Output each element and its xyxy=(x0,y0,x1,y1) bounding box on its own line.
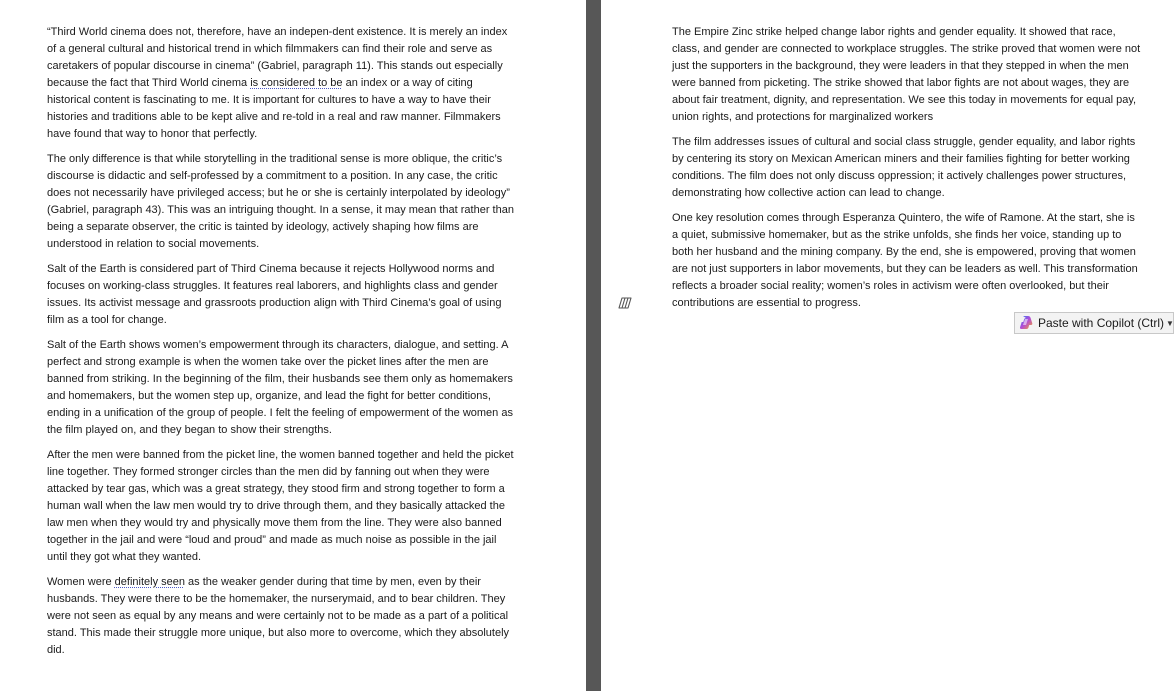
right-page-body[interactable] xyxy=(672,24,1141,320)
grammar-suggestion[interactable]: is considered to be xyxy=(250,77,343,89)
paste-with-copilot-button[interactable] xyxy=(1014,312,1174,334)
paragraph-text: Salt of the Earth is considered part of Third Cinema because it rejects Hollywood norms and focuses on working-class struggles. It features real laborers, and highlights class and gender issues. Its activist message and grassroots production align with Third Cinema’s goal of using film as a tool for change. xyxy=(47,263,502,326)
paste-with-copilot-label: Paste with Copilot (Ctrl) xyxy=(1038,316,1165,330)
left-page-body[interactable] xyxy=(47,24,517,667)
paragraph xyxy=(47,337,517,439)
paragraph-text: as the weaker gender during that time by men, even by their husbands. They were there to be the homemaker, the nurserymaid, and to bear children. They were not seen as equal by any means and were certainly not to be made as a part of a political stand. This made their struggle more unique, but also more to overcome, which they absolutely did. xyxy=(47,576,510,656)
page-gutter xyxy=(586,0,601,691)
paragraph xyxy=(47,574,517,659)
paragraph xyxy=(47,151,517,253)
paragraph xyxy=(672,24,1141,126)
paragraph-text: The film addresses issues of cultural and social class struggle, gender equality, and labor rights by centering its story on Mexican American miners and their families fighting for better working conditions. The film does not only discuss oppression; it actively challenges power structures, demonstrating how collective action can lead to change. xyxy=(672,136,1136,199)
document-page-right[interactable] xyxy=(601,0,1174,691)
dropdown-caret-icon[interactable]: ▼ xyxy=(1166,318,1174,328)
paragraph xyxy=(47,447,517,566)
paragraph-text: an index or a way of citing historical content is fascinating to me. It is important for cultures to have a way to have their histories and traditions able to be kept alive and re-told in a real and raw manner. Filmmakers have found that way to honor that perfectly. xyxy=(47,77,501,140)
paragraph xyxy=(672,210,1141,312)
paragraph-text: Women were xyxy=(47,576,115,588)
paragraph-text: The Empire Zinc strike helped change labor rights and gender equality. It showed that race, class, and gender are connected to workplace struggles. The strike proved that women were not just the supporters in the background, they were leaders in that they stepped in when the men were banned from picketing. The strike showed that labor fights are not about wages, they are about fair treatment, dignity, and representation. We see this today in movements for equal pay, union rights, and protections for marginalized workers xyxy=(672,26,1141,123)
paragraph-text: After the men were banned from the picket line, the women banned together and held the picket line together. They formed stronger circles than the men did by fanning out when they were attacked by tear gas, which was a great strategy, they stood firm and strong together to form a human wall when the law men would try to drive through them, and they basically attacked the law men when they would try and physically move them from the line. They were also banned together in the jail and were “loud and proud” and made as much noise as possible in the jail until they got what they wanted. xyxy=(47,449,514,563)
paragraph-text: “Third World cinema does not, therefore, have an indepen-dent existence. It is merely an index of a general cultural and historical trend in which filmmakers can find their role and serve as caretakers of popular discourse in cinema” (Gabriel, paragraph 11). This stands out especially because the fact that Third World cinema xyxy=(47,26,508,89)
grammar-suggestion[interactable]: definitely seen xyxy=(114,576,185,588)
paragraph-text: Salt of the Earth shows women’s empowerment through its characters, dialogue, and setting. A perfect and strong example is when the women take over the picket lines after the men are banned from striking. In the beginning of the film, their husbands see them only as homemakers and homemakers, but the women step up, organize, and lead the fight for better conditions, ending in a unification of the group of people. I felt the feeling of empowerment of the women as the film played on, and they began to show their strengths. xyxy=(47,339,513,436)
paragraph-text: The only difference is that while storytelling in the traditional sense is more oblique, the critic’s discourse is didactic and self-professed by a commitment to a position. In any case, the critic does not necessarily have privileged access; but he or she is certainly interpolated by ideology” (Gabriel, paragraph 43). This was an intriguing thought. In a sense, it may mean that rather than being a separate observer, the critic is tainted by ideology, actively shaping how films are understood in relation to social movements. xyxy=(47,153,514,250)
paragraph xyxy=(47,261,517,329)
document-page-left[interactable] xyxy=(0,0,586,691)
paragraph xyxy=(672,134,1141,202)
paragraph-text: One key resolution comes through Esperanza Quintero, the wife of Ramone. At the start, she is a quiet, submissive homemaker, but as the strike unfolds, she finds her voice, standing up to both her husband and the mining company. By the end, she is empowered, proving that women are not just supporters in labor movements, but they can be leaders as well. This transformation reflects a broader social reality; women’s roles in activism were often overlooked, but their contributions are essential to progress. xyxy=(672,212,1138,309)
copilot-icon xyxy=(1018,314,1034,333)
paragraph xyxy=(47,24,517,143)
copilot-outline-icon[interactable] xyxy=(616,295,634,311)
